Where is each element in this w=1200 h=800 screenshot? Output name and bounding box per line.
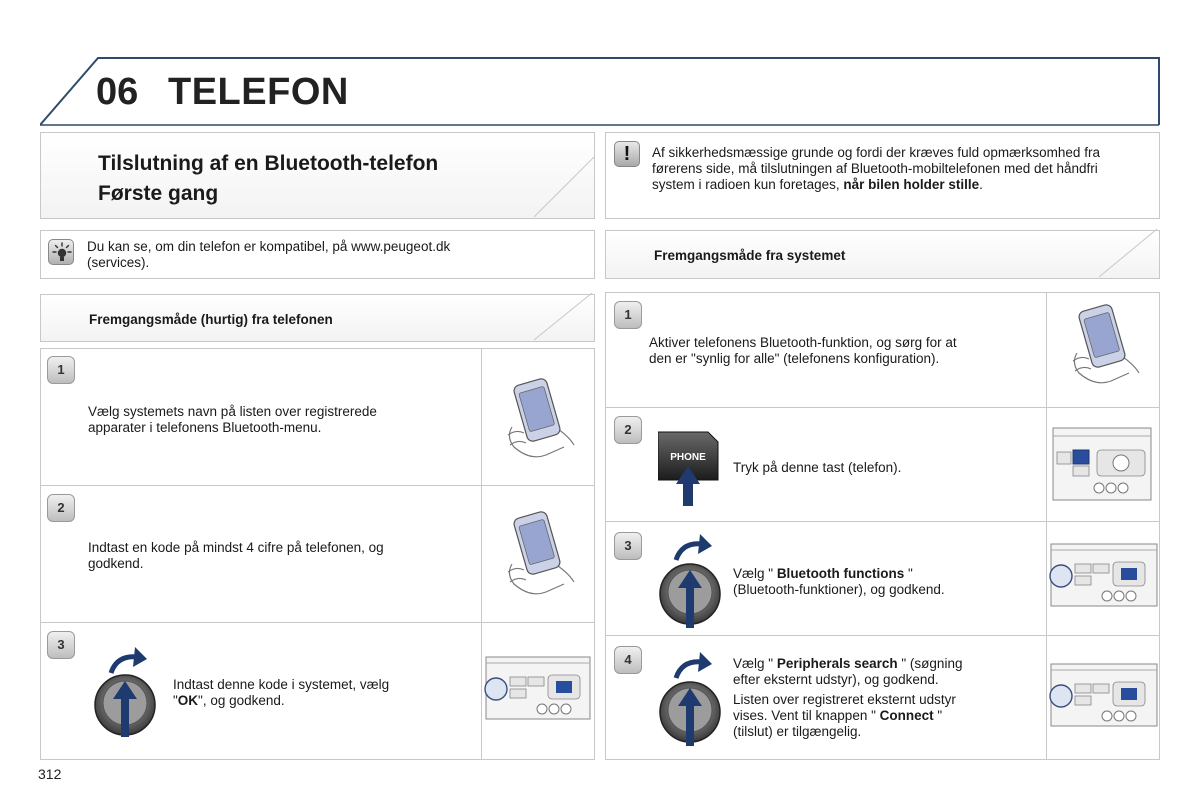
left-step-2: [40, 485, 595, 623]
tip-box: [40, 230, 595, 279]
radio-panel-image: [1046, 522, 1159, 635]
phone-in-hand-image: [481, 486, 594, 622]
rotary-knob-icon: [93, 643, 163, 739]
right-step-2: [605, 407, 1160, 522]
rotary-knob-icon: [658, 530, 728, 630]
radio-panel-image: [1046, 636, 1159, 759]
left-step-3: [40, 622, 595, 760]
right-procedure-title: Fremgangsmåde fra systemet: [654, 248, 846, 263]
step-text: Tryk på denne tast (telefon).: [733, 460, 902, 475]
right-step-3: [605, 521, 1160, 636]
step-badge: 3: [47, 631, 75, 659]
radio-panel-image: [481, 623, 594, 759]
left-procedure-header: [40, 294, 595, 342]
step-badge: 2: [47, 494, 75, 522]
section-title: Tilslutning af en Bluetooth-telefon Første gang: [98, 152, 439, 205]
right-procedure-header: [605, 230, 1160, 279]
light-bulb-icon: [48, 239, 74, 265]
right-step-4: [605, 635, 1160, 760]
step-badge: 1: [614, 301, 642, 329]
step-badge: 3: [614, 532, 642, 560]
step-text: Vælg " Bluetooth functions " (Bluetooth-funktioner), og godkend.: [733, 566, 945, 597]
page-number: 312: [38, 766, 62, 782]
step-text: Indtast denne kode i systemet, vælg "OK", og godkend.: [173, 677, 390, 708]
svg-text:PHONE: PHONE: [670, 452, 706, 463]
chapter-title: TELEFON: [168, 71, 349, 113]
left-step-1: [40, 348, 595, 486]
chapter-number: 06: [96, 71, 139, 113]
step-badge: 1: [47, 356, 75, 384]
step-text: Vælg " Peripherals search " (søgning efter eksternt udstyr), og godkend. Listen over registreret eksternt udstyr vises. Vent til knappen " Connect " (tilslut) er tilgængelig.: [733, 656, 963, 739]
radio-panel-image: [1046, 408, 1159, 521]
tip-text: Du kan se, om din telefon er kompatibel, på www.peugeot.dk (services).: [87, 239, 451, 270]
step-badge: 2: [614, 416, 642, 444]
phone-in-hand-image: [1046, 293, 1159, 407]
warning-icon: !: [614, 141, 640, 167]
step-text: Indtast en kode på mindst 4 cifre på telefonen, og godkend.: [88, 540, 384, 571]
chapter-header: [40, 57, 1160, 127]
phone-button-icon[interactable]: [658, 426, 720, 506]
phone-in-hand-image: [481, 349, 594, 485]
step-text: Vælg systemets navn på listen over registrerede apparater i telefonens Bluetooth-menu.: [88, 404, 377, 435]
step-text: Aktiver telefonens Bluetooth-funktion, og sørg for at den er "synlig for alle" (telefonens konfiguration).: [649, 335, 957, 366]
warning-box: [605, 132, 1160, 219]
rotary-knob-icon: [658, 648, 728, 748]
step-badge: 4: [614, 646, 642, 674]
left-procedure-title: Fremgangsmåde (hurtig) fra telefonen: [89, 312, 333, 327]
right-step-1: [605, 292, 1160, 408]
warning-text: Af sikkerhedsmæssige grunde og fordi der kræves fuld opmærksomhed fra førerens side, må tilslutningen af Bluetooth-mobiltelefonen med det håndfri system i radioen kun foretages, når bilen holder stille.: [652, 145, 1100, 192]
section-title-box: [40, 132, 595, 219]
